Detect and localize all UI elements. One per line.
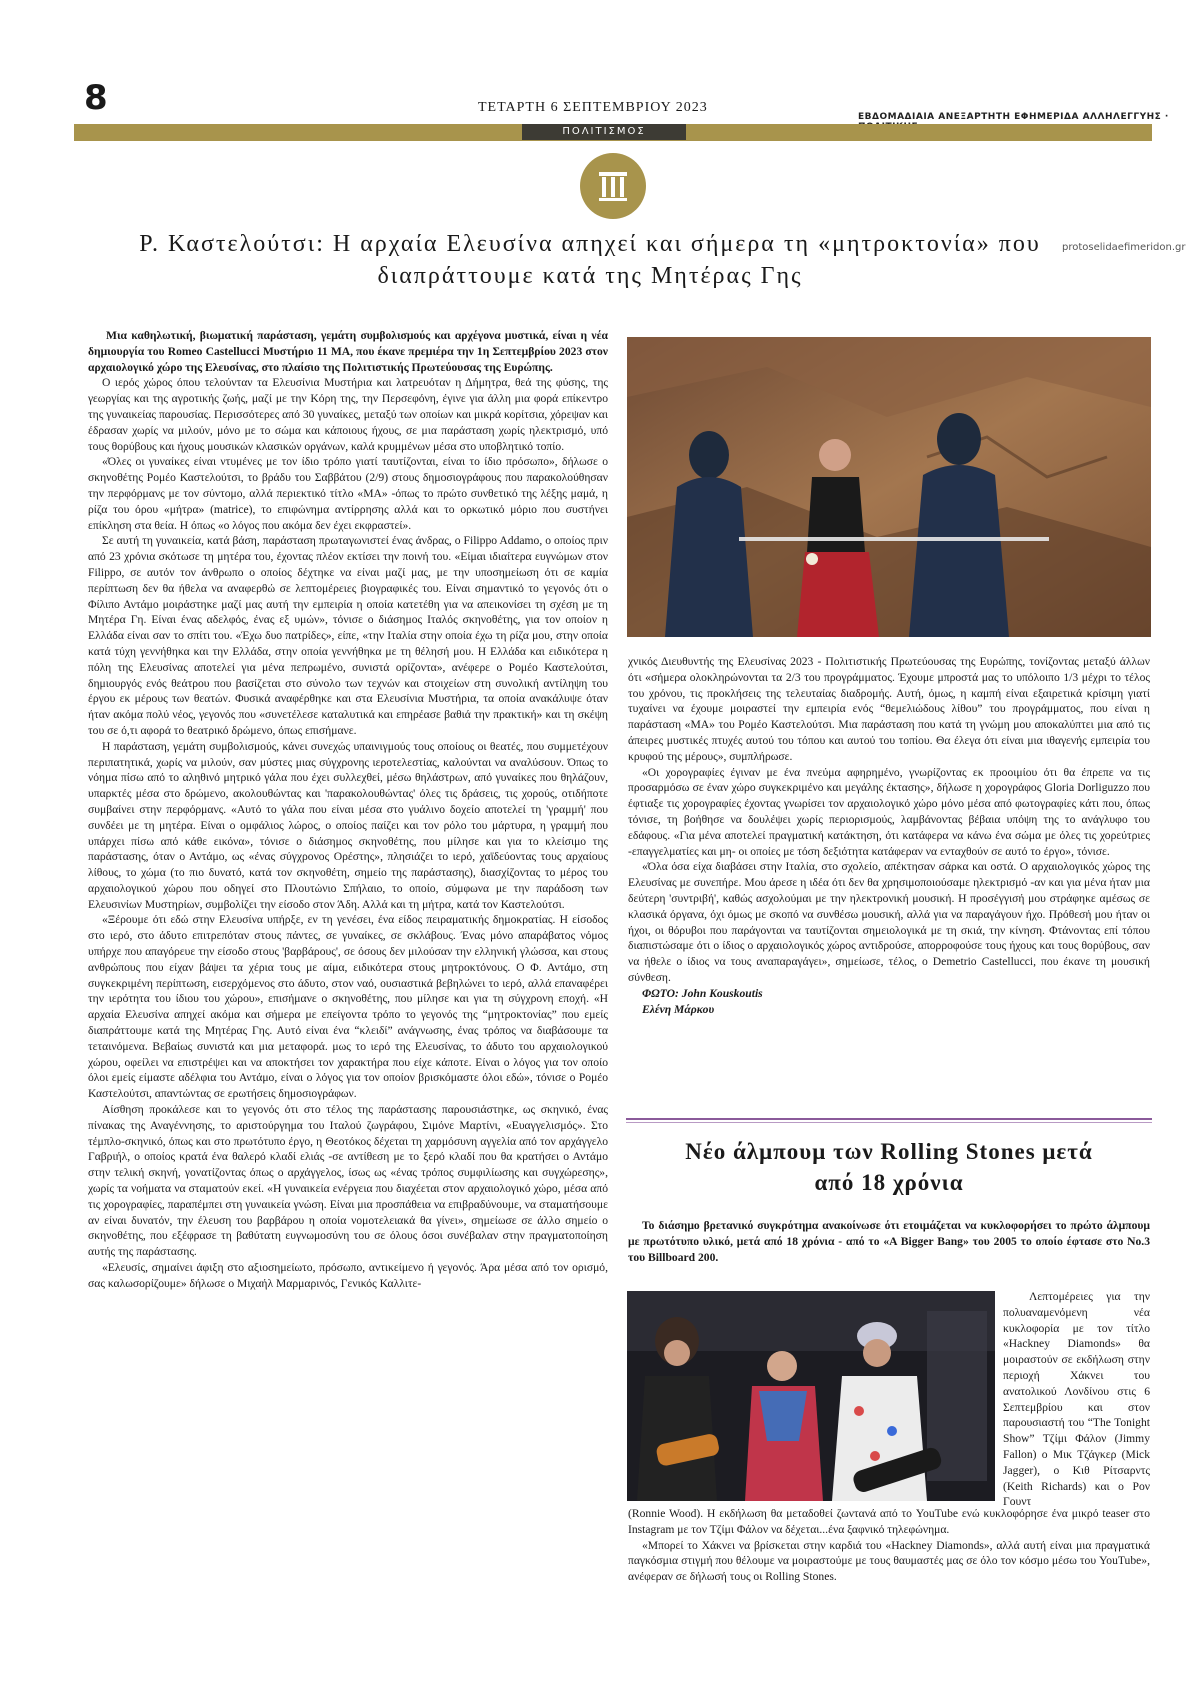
article-right-column: [628, 654, 1150, 1017]
paragraph: Αίσθηση προκάλεσε και το γεγονός ότι στο τέλος της παράστασης παρουσιάστηκε, ως σκηνικό, ένας πίνακας της Αναγέννησης, το αριστούργημα του Ιταλού ζωγράφου, Σιμόνε Μαρτίνι, «Ευαγγελισμός». Στο τέμπλο-σκηνικό, όπως και στο πρωτότυπο έργο, η Θεοτόκος δέχεται τη χαρμόσυνη αγγελία από τον αρχάγγελο Γαβριήλ, ο οποίος κρατά ένα θαλερό κλαδί ελιάς -σε αντίθεση με το ξερό κλαδί που θα κρατήσει ο Αντάμο στην τελική σκηνή, γονατίζοντας όπως ο αρχάγγελος, ίσως ως «ένας τρόπος συμφιλίωσης και συγχώρεσης», χωρίς τα νοήματα να σταματούν εκεί. «Η γυναικεία ενέργεια που διαχέεται στον αρχαιολογικό χώρο, μέσα από τις χορογραφίες, παραπέμπει στη γυναικεία γνώση. Είναι μια προσπάθεια να επιβραδύνουμε, να σταματήσουμε αν είναι δυνατόν, την έλευση του βαρβάρου η οποία νομοτελειακά θα γίνει», σημείωσε σε άλλο σημείο ο σκηνοθέτης, που εξέφρασε τη βαθύτατη ευγνωμοσύνη του σε όλους όσοι συνέβαλαν στην πραγματοποίηση αυτής της παράστασης.: [88, 1103, 608, 1259]
paragraph: «Όλες οι γυναίκες είναι ντυμένες με τον ίδιο τρόπο γιατί ταυτίζονται, είναι το ίδιο πρόσωπο», δήλωσε ο σκηνοθέτης Ρομέο Καστελούτσι, το βράδυ του Σαββάτου (2/9) στους δημοσιογράφους που παρακολούθησαν την περφόρμανς με τον σύντομο, αλλά περιεκτικό τίτλο «ΜΑ» -όπως το πρώτο συνθετικό της λέξης μαμά, η ρίζα του όρου «μήτρα» (matrice), το επιφώνημα αντίρρησης αλλά και το ορκωτικό μόριο που συστήνει επίκληση στα θεία. Η όπως «ο λόγος που ακόμα δεν έχει εκφραστεί».: [88, 455, 608, 532]
column-logo-icon: [580, 153, 646, 219]
photo-credit: ΦΩΤΟ: John Kouskoutis: [642, 986, 763, 1000]
article-separator: [626, 1118, 1152, 1120]
paragraph: «Ξέρουμε ότι εδώ στην Ελευσίνα υπήρξε, εν τη γενέσει, ένα είδος πειραματικής δημοκρατίας. Η είσοδος στο ιερό, στο άδυτο επιτρεπόταν στους πάντες, σε γυναίκες, σε σκλάβους. Ένας μόνο απαράβατος νόμος υπήρχε που απαγόρευε την είσοδο στους 'βαρβάρους', σε όσους δεν μιλούσαν την ελληνική γλώσσα, και στους ανθρώπους που είχαν βάψει τα χέρια τους με αίμα, ειδικότερα στους μητροκτόνους. Ο Φ. Αντάμο, στη συγκεκριμένη περίπτωση, εισερχόμενος στο άδυτο, στον ναό, ουσιαστικά βεβηλώνει το ιερό, αλλά επαναφέρει την ιερότητα του ίδιου του χώρου», επισήμανε ο σκηνοθέτης, που μίλησε και για τη σύγχρονη εποχή. «Η αρχαία Ελευσίνα απηχεί ακόμα και σήμερα με επείγοντα τρόπο το γεγονός της “μητροκτονίας” που εμείς διαπράττουμε κατά της Μητέρας Γης. Αυτό είναι ένα “κλειδί” ανάγνωσης, ένας τρόπος να διαβάσουμε τα τεταινόμενα. Βεβαίως συνιστά και μια μεταφορά. μως το ιερό της Ελευσίνας, το άδυτο του αρχαιολογικού χώρου, οφείλει να επιστρέψει και να αποκτήσει τον χαρακτήρα που είχε κάποτε. Είναι ο λόγος για τον οποίο όλοι εμείς είμαστε αδέλφια του Αντάμο, είναι ο λόγος για τον οποίον βρισκόμαστε όλοι εδώ», τόνισε ο Ρομέο Καστελούτσι, απαντώντας σε ερωτήσεις δημοσιογράφων.: [88, 913, 608, 1101]
page-number: 8: [84, 78, 108, 118]
section-label: ΠΟΛΙΤΙΣΜΟΣ: [522, 124, 686, 140]
paragraph: Λεπτομέρειες για την πολυαναμενόμενη νέα κυκλοφορία με τον τίτλο «Hackney Diamonds» θα μοιραστούν σε εκδήλωση στην περιοχή Χάκνει του ανατολικού Λονδίνου στις 6 Σεπτεμβρίου και στον παρουσιαστή του “The Tonight Show” Τζίμι Φάλον (Jimmy Fallon) ο Μικ Τζάγκερ (Mick Jagger), ο Κιθ Ρίτσαρντς (Keith Richards) και ο Ρον Γουντ: [1003, 1290, 1150, 1509]
article-lead: Μια καθηλωτική, βιωματική παράσταση, γεμάτη συμβολισμούς και αρχέγονα μυστικά, είναι η νέα δημιουργία του Romeo Castellucci Μυστήριο 11 ΜΑ, που έκανε πρεμιέρα την 1η Σεπτεμβρίου 2023 στον αρχαιολογικό χώρο της Ελευσίνας, στο πλαίσιο της Πολιτιστικής Πρωτεύουσας της Ευρώπης.: [88, 329, 608, 374]
paragraph: Η παράσταση, γεμάτη συμβολισμούς, κάνει συνεχώς υπαινιγμούς τους οποίους οι θεατές, που συμμετέχουν περιπατητικά, χωρίς να μιλούν, σαν μύστες μιας σύγχρονης ιεροτελεστίας, καλούνται να αναλύσουν. Όπως το νόημα πίσω από το αληθινό μητρικό γάλα που έχει συλλεχθεί, μέσω θηλάστρων, από γυναίκες που θηλάζουν, υπαρκτές μέσα στο δρώμενο, ακολουθώντας και 'παρακολουθώντας' όλες τις δράσεις, τις χορούς, οτιδήποτε συμβαίνει στην περφόρμανς. «Αυτό το γάλα που είναι μέσα στο γυάλινο δοχείο αποτελεί τη 'γραμμή' που συνδέει με τη μητέρα. Είναι ο ομφάλιος λώρος, ο οποίος παίζει και τον ρόλο του μάρτυρα, η γραμμή που υπάρχει πίσω από κάθε εικόνα», τόνισε ο διάσημος σκηνοθέτης, που μίλησε και για το κλείσιμο της παράστασης, όταν ο Αντάμο, ως «ένας σύγχρονος Ορέστης», πλησιάζει το ιερό, χαϊδεύοντας τους αρχαίους λίθους, το χώμα (το πιο δυνατό, κατά τον σκηνοθέτη, σημείο της παράστασης), διασχίζοντας το μέρος του αρχαιολογικού χώρου που οδηγεί στο Πλουτώνιο Σπήλαιο, το οποίο, σύμφωνα με την παράδοση των Ελευσινίων Μυστηρίων, συμβολίζει την είσοδο στον Άδη. Αλλά και τη μήτρα, κατά τον Καστελούτσι.: [88, 739, 608, 911]
paragraph: «Μπορεί το Χάκνει να βρίσκεται στην καρδιά του «Hackney Diamonds», αλλά αυτή είναι μια πραγματικά παγκόσμια στιγμή που θέλουμε να μοιραστούμε με τους θαυμαστές μας σε όλο τον κόσμο μέσω του YouTube», ανέφεραν σε δήλωσή τους οι Rolling Stones.: [628, 1538, 1150, 1584]
dateline: ΤΕΤΑΡΤΗ 6 ΣΕΠΤΕΜΒΡΙΟΥ 2023: [478, 100, 708, 115]
article-author: Ελένη Μάρκου: [642, 1002, 715, 1016]
article2-body: [628, 1506, 1150, 1585]
paragraph: (Ronnie Wood). Η εκδήλωση θα μεταδοθεί ζωντανά από το YouTube ενώ κυκλοφόρησε ένα μικρό teaser στο Instagram με τον Τζίμι Φάλον να δέχεται...ένα ξαφνικό τηλεφώνημα.: [628, 1507, 1150, 1536]
article-left-column: [88, 328, 608, 1292]
paragraph: «Όλα όσα είχα διαβάσει στην Ιταλία, στο σχολείο, απέκτησαν σάρκα και οστά. Ο αρχαιολογικός χώρος της Ελευσίνας με συνεπήρε. Μου άρεσε η ιδέα ότι δεν θα χρησιμοποιούσαμε ηλεκτρισμό -αν και για μένα ήταν μια δεύτερη 'συντριβή', καθώς ασχολούμαι με την ηλεκτρονική μουσική. Η προσέγγισή μου στράφηκε αμέσως σε κλασικά όργανα, όχι όμως με σκοπό να συνθέσω μουσική, αλλά για να παραγάγουν ήχο. Πρόθεσή μου ήταν οι ήχοι, οι θόρυβοι που παράγονται να ταυτίζονται σημειολογικά με τη σκιά, την κίνηση. Φτάνοντας επί τόπου διαπιστώσαμε ότι ο ίδιος ο αρχαιολογικός χώρος αντιδρούσε, απορροφούσε τους ήχους και τους θορύβους, σαν να ήθελε ο ίδιος να τους αναπαραγάγει», σημείωσε, τέλος, ο Demetrio Castellucci, που έκανε τη μουσική σύνθεση.: [628, 860, 1150, 984]
article2-lead-text: Το διάσημο βρετανικό συγκρότημα ανακοίνωσε ότι ετοιμάζεται να κυκλοφορήσει το πρώτο άλμπουμ με πρωτότυπο υλικό, μετά από 18 χρόνια - από το «A Bigger Bang» του 2005 το οποίο έφτασε στο No.3 του Billboard 200.: [628, 1219, 1150, 1264]
headline-line-2: από 18 χρόνια: [814, 1170, 964, 1195]
paragraph: χνικός Διευθυντής της Ελευσίνας 2023 - Πολιτιστικής Πρωτεύουσας της Ευρώπης, τονίζοντας μεταξύ άλλων ότι «σήμερα ολοκληρώνονται τα 2/3 του προγράμματος. Έχουμε μπροστά μας το υπόλοιπο 1/3 μέχρι το τέλος του χρόνου, τις προκλήσεις της τελευταίας διαδρομής. Αυτή, όμως, η καμπή είναι εξαιρετικά κρίσιμη γιατί τυχαίνει να έχουμε μοιραστεί την εμπειρία ενός “θεμελιώδους λίθου” του προγράμματος, που είναι η παράσταση «ΜΑ» του Ρομέο Καστελούτσι. Μια παράσταση που κατά τη γνώμη μου αποκαλύπτει μια από τις άπειρες μυστικές πτυχές αυτού του τόπου και αυτού του τοπίου. Θα έλεγα ότι είναι μια ιθαγενής εμπειρία του κρυφού της μέρους», συμπλήρωσε.: [628, 655, 1150, 763]
newspaper-masthead: ΕΒΔΟΜΑΔΙΑΙΑ ΑΝΕΞΑΡΤΗΤΗ ΕΦΗΜΕΡΙΔΑ ΑΛΛΗΛΕΓΓΥΗΣ ·: [858, 112, 1169, 122]
paragraph: Σε αυτή τη γυναικεία, κατά βάση, παράσταση πρωταγωνιστεί ένας άνδρας, ο Filippo Addamo, ο οποίος πριν από 23 χρόνια σκότωσε τη μητέρα του, έχοντας πλέον εκτίσει την ποινή του. «Είμαι ιδιαίτερα ευγνώμων στον Filippo, σε αυτόν τον άνθρωπο ο οποίος δέχτηκε να είναι μαζί μας, με την υποσημείωση ότι σε καμία περίπτωση δεν θα ήθελα να αναφερθώ σε λεπτομέρειες βιογραφικές του. Είναι σημαντικό το γεγονός ότι ο Φίλιπο Αντάμο μοιράστηκε μαζί μας αυτή την εμπειρία η οποία κατετέθη για να απεικονίσει τη σχέση με τη Μητέρα Γη. Είναι ένας αδελφός, ένας εξ υμών», τόνισε ο διάσημος Ιταλός σκηνοθέτης, για τον οποίον η Ελλάδα είναι σαν το σπίτι του. «Έχω δυο πατρίδες», είπε, «την Ιταλία στην οποία έχω τη ρίζα μου, στην οποία κατά τύχη γεννήθηκα και την Ελλάδα, στην οποία γεννήθηκα με τη θέλησή μου. Η Ελλάδα και ειδικότερα η πόλη της Ελευσίνας αποτελεί για μένα πεπρωμένο, συνιστά ορίζοντα», ανέφερε ο Ρομέο Καστελούτσι, δημιουργός ενός θεάτρου που βασίζεται στο σύνολο των τεχνών και στοιχείων στη συνολική αντίληψη του έργου εκ μέρους των θεατών. Φυσικά αναφέρθηκε και στα Ελευσίνια Μυστήρια, τα οποία ανακάλυψε όταν ήταν ακόμα πολύ νέος, γεγονός που «συνετέλεσε καταλυτικά και επηρέασε βαθιά την πρακτική» και τη σκέψη του σε ό,τι αφορά το θεατρικό δρώμενο, όπως επισήμανε.: [88, 534, 608, 737]
article2-headline: [628, 1136, 1150, 1198]
rolling-stones-photo: [627, 1291, 995, 1501]
headline-line-1: Ρ. Καστελούτσι: Η αρχαία Ελευσίνα απηχεί και σήμερα τη «μητροκτονία» που: [139, 231, 1041, 257]
article2-side-text: [1003, 1289, 1150, 1510]
paragraph: «Οι χορογραφίες έγιναν με ένα πνεύμα αφηρημένο, γνωρίζοντας εκ προοιμίου ότι θα έπρεπε να τις προσαρμόσω σε έναν χώρο συγκεκριμένο και μεγάλης έκτασης», δήλωσε η χορογράφος Gloria Dorliguzzo που έφτιαξε τις χορογραφίες έχοντας γνωρίσει τον αρχαιολογικό χώρο μόνο μέσα από φωτογραφίες κάτι που, όπως τόνισε, τη βοήθησε να δουλέψει χωρίς περιορισμούς, λαμβάνοντας βέβαια υπόψη της το ανάγλυφο του εδάφους. «Για μένα αποτελεί πραγματική κατάκτηση, ότι κατάφερα να κάνω ένα σώμα με όλες τις χορεύτριες -επαγγελματίες και μη- οι οποίες με τόση δεξιότητα κατάφεραν να ενταχθούν σε αυτό το έργο», τόνισε.: [628, 765, 1150, 858]
paragraph: «Ελευσίς, σημαίνει άφιξη στο αξιοσημείωτο, πρόσωπο, αντικείμενο ή γεγονός. Άρα μέσα από τον ορισμό, σας καλωσορίζουμε» δήλωσε ο Μιχαήλ Μαρμαρινός, Γενικός Καλλιτε-: [88, 1261, 608, 1290]
article-separator-secondary: [626, 1122, 1152, 1123]
headline-line-1: Νέο άλμπουμ των Rolling Stones μετά: [685, 1139, 1093, 1164]
article-headline: [90, 228, 1090, 292]
watermark: protoselidaefimeridon.gr: [1062, 242, 1186, 253]
article2-lead: [628, 1218, 1150, 1265]
performance-photo: [627, 337, 1151, 637]
headline-line-2: διαπράττουμε κατά της Μητέρας Γης: [377, 263, 803, 289]
paragraph: Ο ιερός χώρος όπου τελούνταν τα Ελευσίνια Μυστήρια και λατρευόταν η Δήμητρα, θεά της φύσης, της γεωργίας και της αγροτικής ζωής, μαζί με την Κόρη της, την Περσεφόνη, έγινε για άλλη μια φορά επίκεντρο της γυναικείας παρουσίας. Περισσότερες από 30 γυναίκες, μεταξύ των οποίων και μικρά κορίτσια, χόρεψαν και έδρασαν χωρίς να μιλούν, μόνο με το σώμα και κάποιους ήχους, σε μια παράσταση χωρίς ηλεκτρισμό, υπό τους θορύβους και ήχους μουσικών κλασικών οργάνων, καλά κρυμμένων μέσα στο υποβλητικό τοπίο.: [88, 376, 608, 453]
